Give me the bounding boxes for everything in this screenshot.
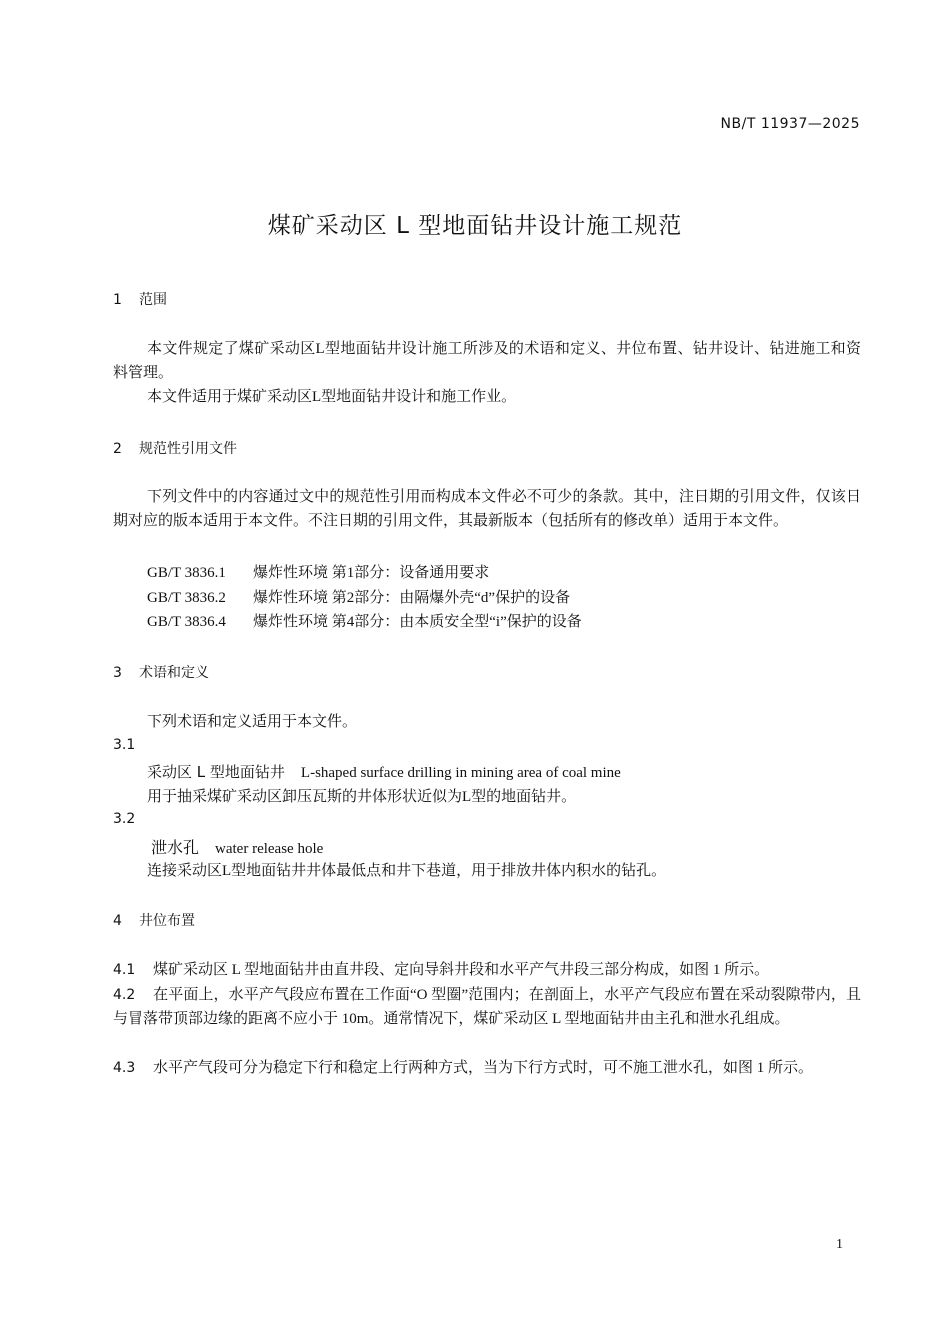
clause — [113, 1056, 861, 1080]
term-chinese: 泄水孔 — [151, 838, 200, 857]
term-definition: 连接采动区L型地面钻井井体最低点和井下巷道，用于排放井体内积水的钻孔。 — [147, 863, 667, 879]
section-heading-2 — [113, 438, 237, 458]
term-chinese: 采动区 L 型地面钻井 — [147, 763, 285, 781]
reference-item — [147, 610, 582, 631]
clause — [113, 983, 861, 1031]
clause-number: 4.2 — [113, 987, 136, 1003]
reference-title: 爆炸性环境 第4部分：由本质安全型“i”保护的设备 — [253, 614, 582, 630]
paragraph: 本文件适用于煤矿采动区L型地面钻井设计和施工作业。 — [147, 389, 517, 405]
reference-code: GB/T 3836.2 — [147, 590, 226, 606]
reference-code: GB/T 3836.4 — [147, 614, 226, 630]
section-number: 3 — [113, 665, 122, 681]
paragraph: 本文件规定了煤矿采动区L型地面钻井设计施工所涉及的术语和定义、井位布置、钻井设计、钻进施工和资料管理。 — [113, 341, 861, 381]
term-definition: 用于抽采煤矿采动区卸压瓦斯的井体形状近似为L型的地面钻井。 — [147, 789, 577, 805]
clause — [113, 958, 861, 982]
clause-text: 煤矿采动区 L 型地面钻井由直井段、定向导斜井段和水平产气井段三部分构成，如图 1 所示。 — [153, 962, 770, 978]
section-title: 规范性引用文件 — [139, 441, 237, 457]
document-title: 煤矿采动区 L 型地面钻井设计施工规范 — [267, 213, 683, 239]
reference-title: 爆炸性环境 第1部分：设备通用要求 — [253, 565, 490, 581]
clause-number: 4.3 — [113, 1060, 136, 1076]
reference-item — [147, 586, 570, 607]
section-heading-3 — [113, 662, 209, 682]
page-number: 1 — [836, 1237, 843, 1252]
term-entry — [147, 761, 621, 782]
section-number: 4 — [113, 913, 122, 929]
reference-item — [147, 561, 489, 582]
clause-text: 水平产气段可分为稳定下行和稳定上行两种方式，当为下行方式时，可不施工泄水孔，如图 1 所示。 — [153, 1060, 814, 1076]
section-title: 范围 — [139, 292, 167, 308]
document-number: NB/T 11937—2025 — [720, 116, 860, 132]
term-english: water release hole — [215, 841, 324, 857]
term-entry — [151, 835, 323, 858]
clause-number: 4.1 — [113, 962, 136, 978]
section-title: 术语和定义 — [139, 665, 209, 681]
section-heading-1 — [113, 289, 167, 309]
term-number: 3.1 — [113, 737, 136, 753]
reference-title: 爆炸性环境 第2部分：由隔爆外壳“d”保护的设备 — [253, 590, 571, 606]
reference-code: GB/T 3836.1 — [147, 565, 226, 581]
term-number: 3.2 — [113, 811, 136, 827]
term-english: L-shaped surface drilling in mining area of coal mine — [300, 765, 621, 781]
section-title: 井位布置 — [139, 913, 195, 929]
section-heading-4 — [113, 910, 195, 930]
clause-text: 在平面上，水平产气段应布置在工作面“O 型圈”范围内；在剖面上，水平产气段应布置在采动裂隙带内，且与冒落带顶部边缘的距离不应小于 10m。通常情况下，煤矿采动区 L 型地面钻井由主孔和泄水孔组成。 — [113, 987, 861, 1027]
section-number: 2 — [113, 441, 122, 457]
paragraph: 下列术语和定义适用于本文件。 — [147, 714, 358, 730]
section-number: 1 — [113, 292, 122, 308]
paragraph: 下列文件中的内容通过文中的规范性引用而构成本文件必不可少的条款。其中，注日期的引用文件，仅该日期对应的版本适用于本文件。不注日期的引用文件，其最新版本（包括所有的修改单）适用于本文件。 — [113, 489, 861, 529]
